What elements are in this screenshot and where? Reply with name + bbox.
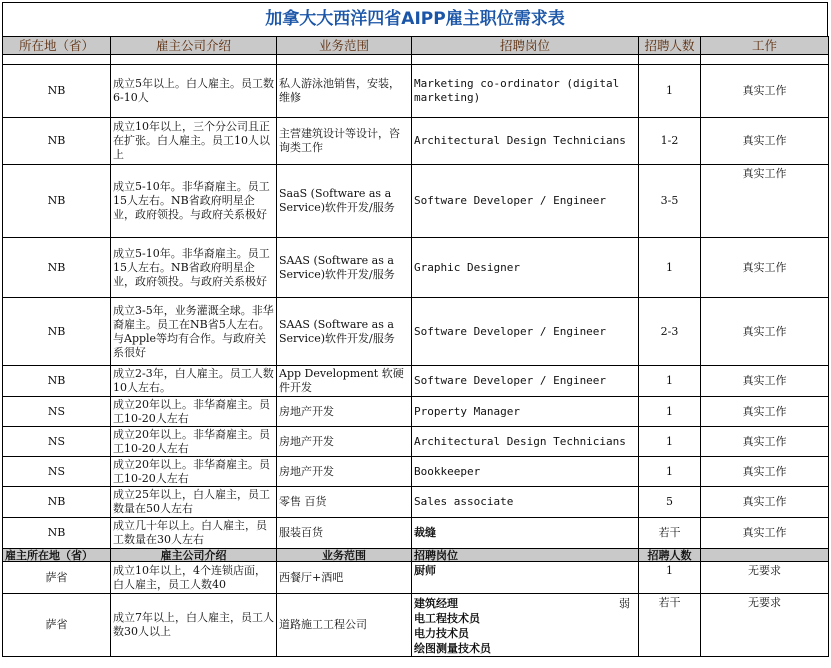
work-cell: 真实工作: [701, 427, 829, 457]
business-cell: 房地产开发: [277, 397, 412, 427]
province-cell: NS: [3, 397, 111, 427]
position-item: [414, 596, 636, 611]
header-row: [3, 37, 829, 55]
business-cell: 房地产开发: [277, 457, 412, 487]
company-cell: 成立10年以上，4个连锁店面，白人雇主，员工人数40: [111, 562, 277, 594]
business-cell: SAAS (Software as a Service)软件开发/服务: [277, 238, 412, 298]
business-cell: App Development 软硬件开发: [277, 366, 412, 397]
table-row: [3, 594, 829, 657]
position-cell: 厨师: [412, 562, 639, 594]
count-cell: 1-2: [639, 118, 701, 165]
business-cell: 私人游泳池销售，安装，维修: [277, 65, 412, 118]
work-cell: 真实工作: [701, 238, 829, 298]
province-cell: NB: [3, 65, 111, 118]
count-cell: 5: [639, 487, 701, 518]
work-cell: 无要求: [701, 594, 829, 657]
header-cell: 所在地（省）: [3, 37, 111, 55]
header-cell: 业务范围: [277, 37, 412, 55]
province-cell: 萨省: [3, 562, 111, 594]
company-cell: 成立5-10年。非华裔雇主。员工15人左右。NB省政府明星企业，政府领投。与政府关系极好: [111, 165, 277, 238]
company-cell: 成立20年以上。非华裔雇主。员工10-20人左右: [111, 457, 277, 487]
position-cell: 裁缝: [412, 518, 639, 549]
position-cell: Graphic Designer: [412, 238, 639, 298]
company-cell: 成立5年以上。白人雇主。员工数6-10人: [111, 65, 277, 118]
count-cell: 若干: [639, 518, 701, 549]
province-cell: 萨省: [3, 594, 111, 657]
position-cell: Architectural Design Technicians: [412, 118, 639, 165]
company-cell: 成立5-10年。非华裔雇主。员工15人左右。NB省政府明星企业，政府领投。与政府关系极好: [111, 238, 277, 298]
company-cell: 成立10年以上，三个分公司且正在扩张。白人雇主。员工10人以上: [111, 118, 277, 165]
count-cell: 1: [639, 238, 701, 298]
company-cell: 成立20年以上。非华裔雇主。员工10-20人左右: [111, 427, 277, 457]
position-text: 建筑经理: [414, 597, 458, 610]
company-cell: 成立2-3年，白人雇主。员工人数10人左右。: [111, 366, 277, 397]
work-cell: 真实工作: [701, 457, 829, 487]
position-item: 绘图测量技术员: [414, 642, 491, 655]
count-cell: 1: [639, 457, 701, 487]
header-cell: 工作: [701, 37, 829, 55]
header-cell: 雇主所在地（省）: [3, 549, 111, 562]
table-row: [3, 366, 829, 397]
business-cell: 道路施工工程公司: [277, 594, 412, 657]
business-cell: 主营建筑设计等设计，咨询类工作: [277, 118, 412, 165]
count-cell: 1: [639, 427, 701, 457]
business-cell: SaaS (Software as a Service)软件开发/服务: [277, 165, 412, 238]
province-cell: NB: [3, 518, 111, 549]
header-cell: 招聘岗位: [412, 549, 639, 562]
province-cell: NB: [3, 298, 111, 366]
count-cell: 1: [639, 65, 701, 118]
position-cell: Marketing co-ordinator (digital marketing): [412, 65, 639, 118]
province-cell: NB: [3, 118, 111, 165]
work-cell: 真实工作: [701, 65, 829, 118]
business-cell: SAAS (Software as a Service)软件开发/服务: [277, 298, 412, 366]
spacer-row: [3, 55, 829, 65]
company-cell: 成立几十年以上。白人雇主，员工数量在30人左右: [111, 518, 277, 549]
business-cell: 服装百货: [277, 518, 412, 549]
table-row: [3, 238, 829, 298]
position-cell: Software Developer / Engineer: [412, 165, 639, 238]
count-cell: 1: [639, 366, 701, 397]
company-cell: 成立3-5年，业务灌溉全球。非华裔雇主。员工在NB省5人左右。与Apple等均有合作。与政府关系很好: [111, 298, 277, 366]
table-row: [3, 397, 829, 427]
position-cell: Software Developer / Engineer: [412, 366, 639, 397]
province-cell: NB: [3, 165, 111, 238]
header-cell: 招聘人数: [639, 37, 701, 55]
work-cell: 真实工作: [701, 165, 829, 238]
table-row: [3, 298, 829, 366]
work-cell: 真实工作: [701, 366, 829, 397]
table-row: [3, 562, 829, 594]
business-cell: 西餐厅+酒吧: [277, 562, 412, 594]
position-item: 电力技术员: [414, 627, 469, 640]
province-cell: NB: [3, 366, 111, 397]
work-cell: 真实工作: [701, 518, 829, 549]
province-cell: NB: [3, 487, 111, 518]
work-cell: 真实工作: [701, 298, 829, 366]
table-row: [3, 427, 829, 457]
business-cell: 零售 百货: [277, 487, 412, 518]
header-cell: 雇主公司介绍: [111, 37, 277, 55]
position-cell: Architectural Design Technicians: [412, 427, 639, 457]
sheet-title: 加拿大大西洋四省AIPP雇主职位需求表: [2, 2, 828, 36]
company-cell: 成立7年以上，白人雇主，员工人数30人以上: [111, 594, 277, 657]
header-cell: 雇主公司介绍: [111, 549, 277, 562]
count-cell: 1: [639, 562, 701, 594]
count-cell: 1: [639, 397, 701, 427]
header-cell: 招聘岗位: [412, 37, 639, 55]
company-cell: 成立25年以上，白人雇主，员工数量在50人左右: [111, 487, 277, 518]
position-cell: Sales associate: [412, 487, 639, 518]
table-row: [3, 165, 829, 238]
work-cell: 真实工作: [701, 487, 829, 518]
header-cell: [701, 549, 829, 562]
count-cell: 若干: [639, 594, 701, 657]
business-cell: 房地产开发: [277, 427, 412, 457]
position-cell: Software Developer / Engineer: [412, 298, 639, 366]
position-item: 电工程技术员: [414, 612, 480, 625]
spreadsheet: [2, 2, 828, 657]
job-table: [2, 36, 829, 657]
table-row: [3, 118, 829, 165]
header-cell: 业务范围: [277, 549, 412, 562]
table-row: [3, 65, 829, 118]
count-cell: 3-5: [639, 165, 701, 238]
province-cell: NS: [3, 427, 111, 457]
work-cell: 真实工作: [701, 397, 829, 427]
table-row: [3, 487, 829, 518]
position-cell: Property Manager: [412, 397, 639, 427]
position-cell: Bookkeeper: [412, 457, 639, 487]
table-row: [3, 457, 829, 487]
province-cell: NS: [3, 457, 111, 487]
header-cell: 招聘人数: [639, 549, 701, 562]
province-cell: NB: [3, 238, 111, 298]
section-header-row: [3, 549, 829, 562]
position-note: 弱: [619, 597, 630, 610]
work-cell: 真实工作: [701, 118, 829, 165]
work-cell: 无要求: [701, 562, 829, 594]
company-cell: 成立20年以上。非华裔雇主。员工10-20人左右: [111, 397, 277, 427]
table-row: [3, 518, 829, 549]
count-cell: 2-3: [639, 298, 701, 366]
position-list-cell: [412, 594, 639, 657]
